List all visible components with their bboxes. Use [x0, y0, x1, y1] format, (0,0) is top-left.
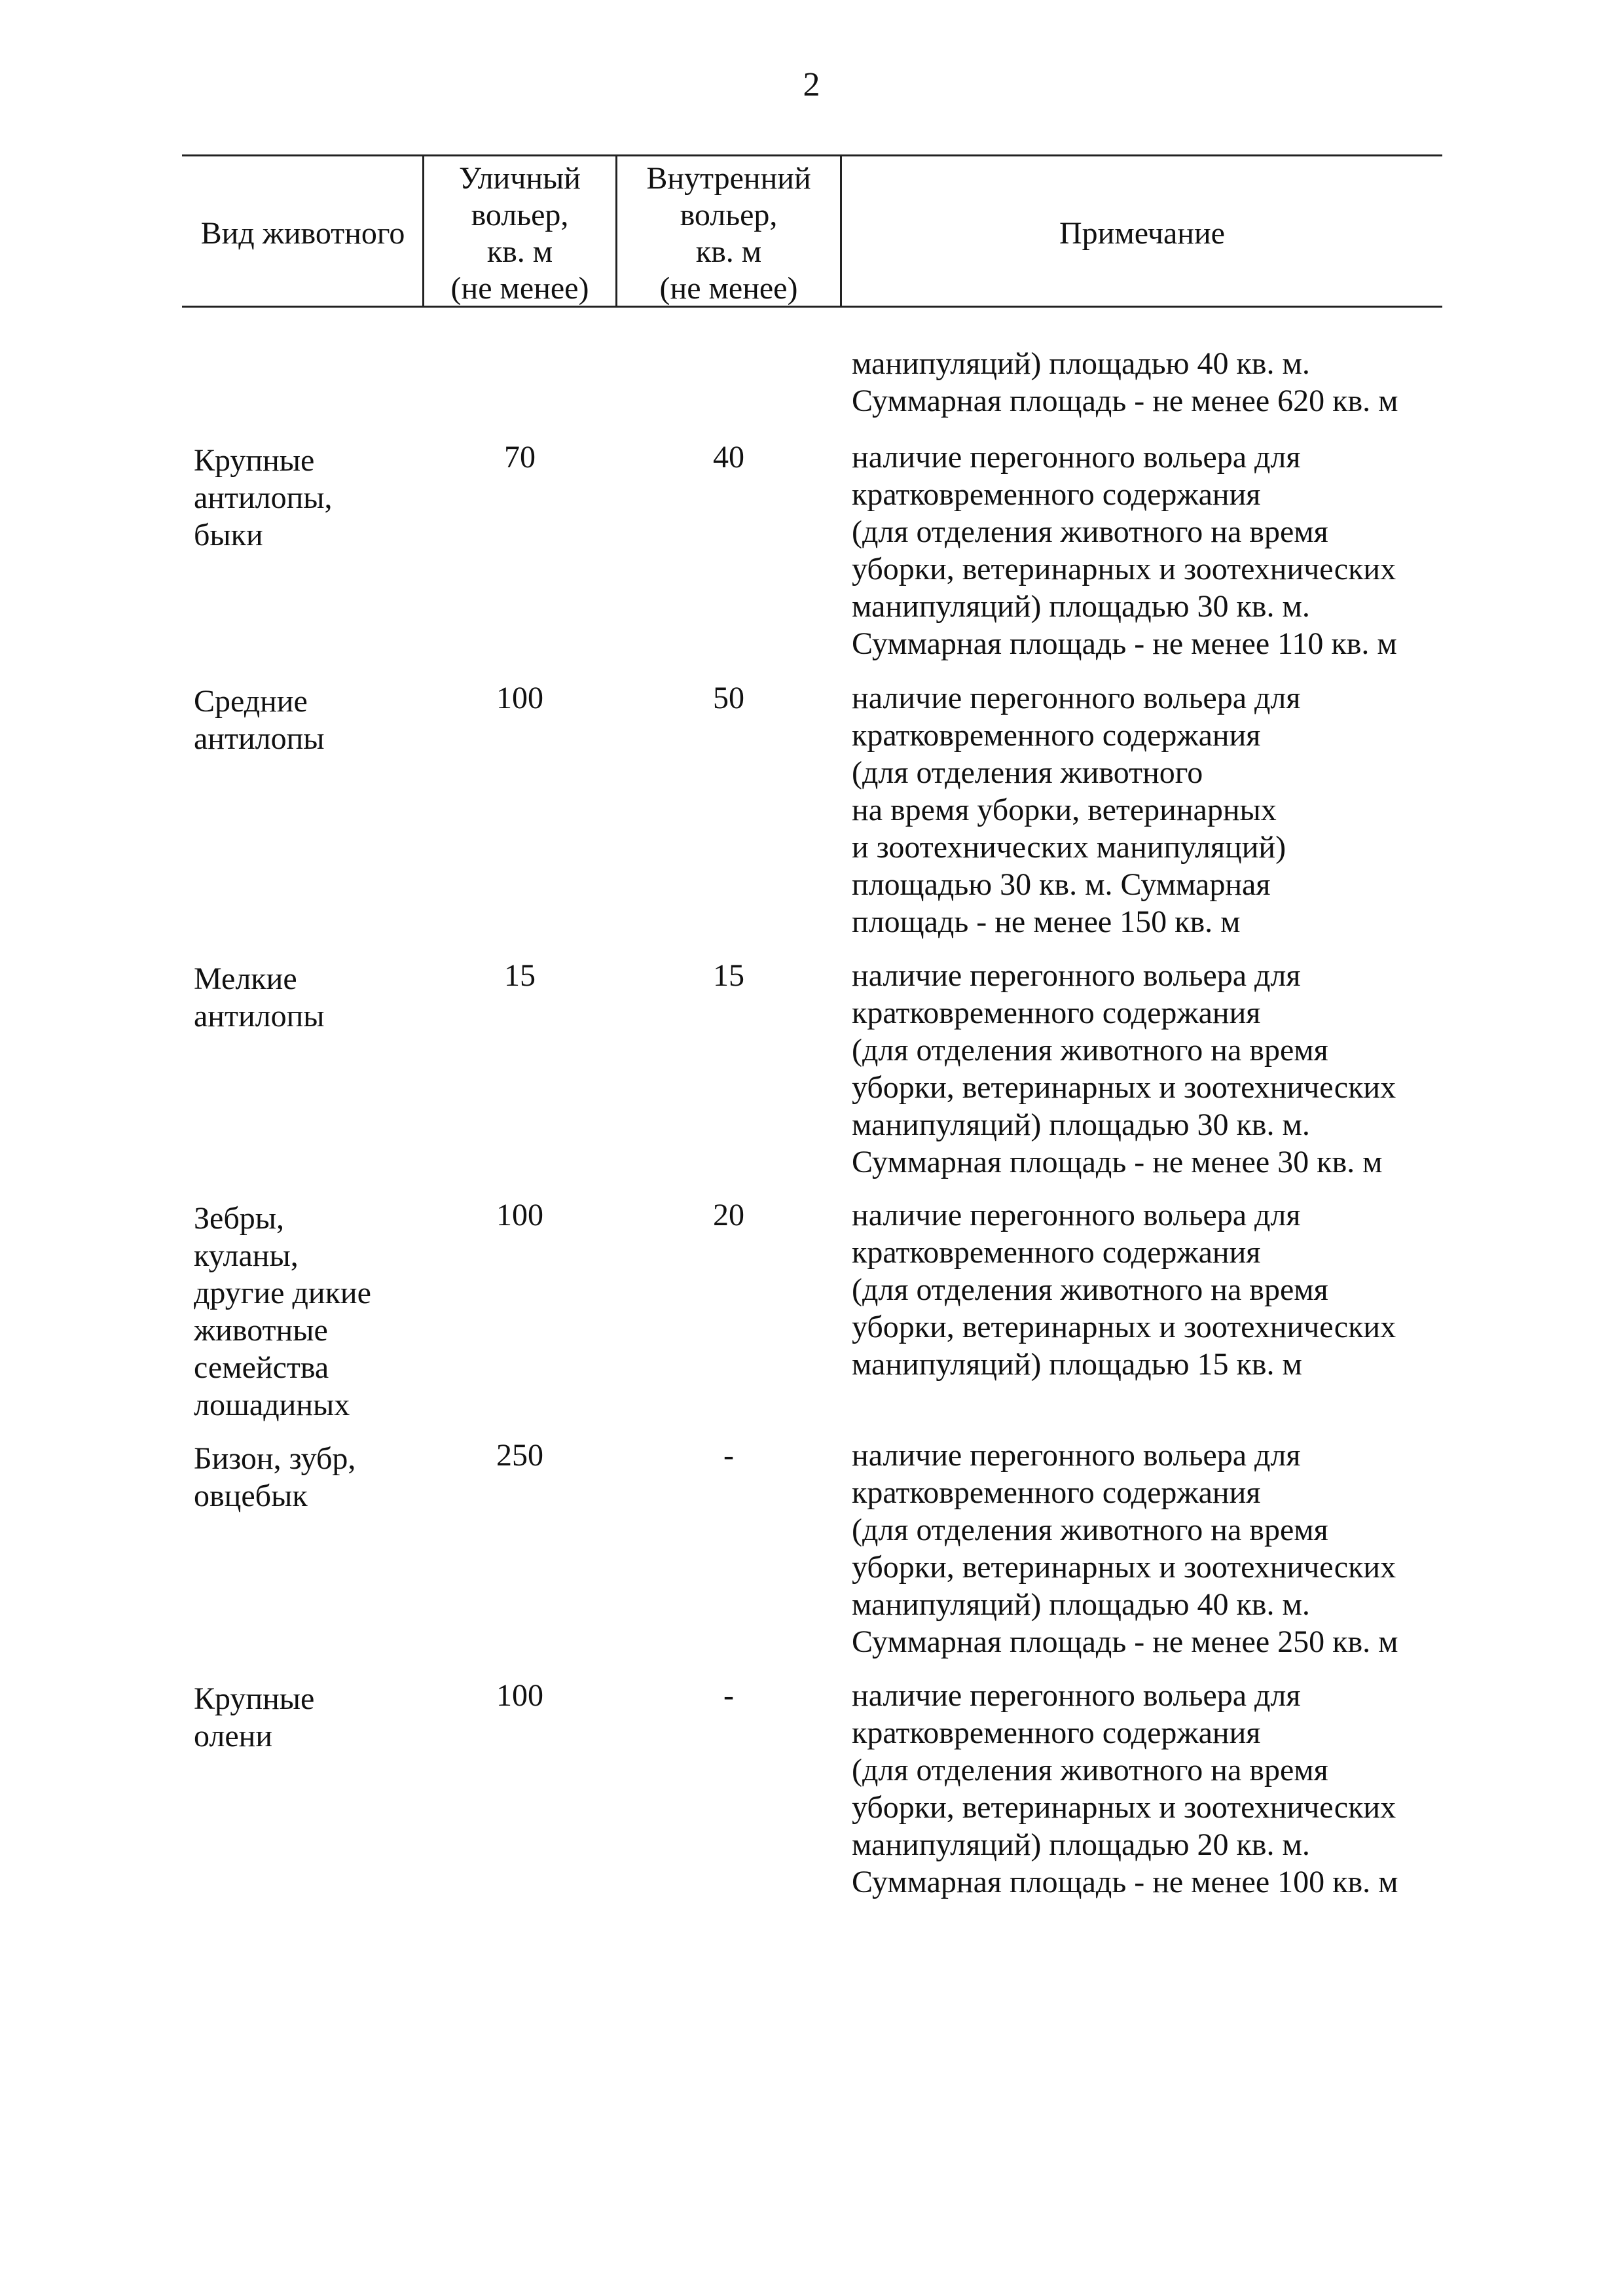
row-indoor-area: 50: [713, 681, 744, 715]
row-animal: Зебры, куланы, другие дикие животные семейства лошадиных: [194, 1201, 371, 1422]
row-outdoor-area: 100: [496, 1678, 543, 1713]
page-number: 2: [803, 66, 820, 103]
row-indoor-area: -: [723, 1678, 734, 1713]
header-outdoor: Уличный вольер, кв. м (не менее): [450, 161, 589, 306]
row-animal: Крупные олени: [194, 1681, 315, 1753]
row-animal: Средние антилопы: [194, 684, 325, 756]
row-animal: Мелкие антилопы: [194, 961, 325, 1033]
row-outdoor-area: 100: [496, 1198, 543, 1232]
header-animal: Вид животного: [200, 216, 405, 251]
continuation-note: манипуляций) площадью 40 кв. м. Суммарная площадь - не менее 620 кв. м: [852, 346, 1398, 418]
row-indoor-area: 20: [713, 1198, 744, 1232]
row-indoor-area: 40: [713, 440, 744, 475]
row-note: наличие перегонного вольера для кратковременного содержания (для отделения животного на время уборки, ветеринарных и зоотехнических манипуляций) площадью 30 кв. м. Суммарная площадь - не менее 30 кв. м: [852, 958, 1396, 1179]
row-note: наличие перегонного вольера для кратковременного содержания (для отделения животного на время уборки, ветеринарных и зоотехнических манипуляций) площадью 40 кв. м. Суммарная площадь - не менее 250 кв. м: [852, 1438, 1398, 1659]
row-outdoor-area: 15: [504, 958, 536, 993]
row-note: наличие перегонного вольера для кратковременного содержания (для отделения животного на время уборки, ветеринарных и зоотехнических манипуляций) площадью 30 кв. м. Суммарная площадь - не менее 110 кв. м: [852, 440, 1397, 661]
row-animal: Крупные антилопы, быки: [194, 443, 333, 552]
row-note: наличие перегонного вольера для кратковременного содержания (для отделения животного на время уборки, ветеринарных и зоотехнических манипуляций) площадью 20 кв. м. Суммарная площадь - не менее 100 кв. м: [852, 1678, 1398, 1899]
row-indoor-area: -: [723, 1438, 734, 1473]
row-indoor-area: 15: [713, 958, 744, 993]
row-note: наличие перегонного вольера для кратковременного содержания (для отделения животного на время уборки, ветеринарных и зоотехнических манипуляций) площадью 15 кв. м: [852, 1198, 1396, 1382]
row-note: наличие перегонного вольера для кратковременного содержания (для отделения животного на время уборки, ветеринарных и зоотехнических манипуляций) площадью 30 кв. м. Суммарная площадь - не менее 150 кв. м: [852, 681, 1301, 939]
header-note: Примечание: [1059, 216, 1225, 251]
table-top-rule: [182, 154, 1442, 156]
header-indoor: Внутренний вольер, кв. м (не менее): [646, 161, 811, 306]
row-outdoor-area: 250: [496, 1438, 543, 1473]
row-outdoor-area: 70: [504, 440, 536, 475]
row-outdoor-area: 100: [496, 681, 543, 715]
row-animal: Бизон, зубр, овцебык: [194, 1441, 356, 1513]
